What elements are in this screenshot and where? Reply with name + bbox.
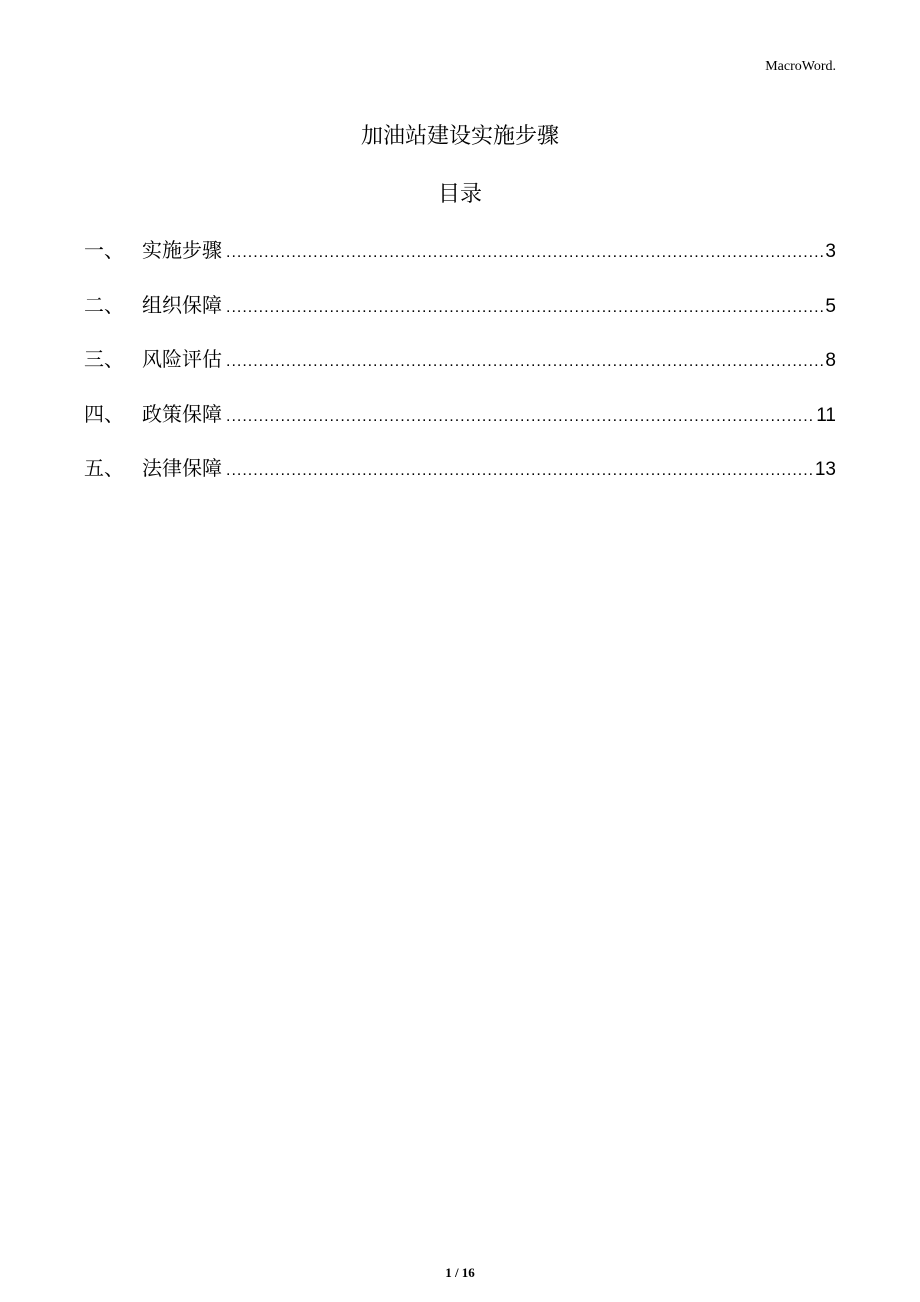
toc-heading: 目录 — [437, 182, 482, 207]
toc-entry-page: 3 — [825, 241, 836, 262]
table-of-contents — [84, 234, 836, 507]
toc-entry-number: 二、 — [84, 292, 124, 317]
toc-entry-policy-support[interactable] — [84, 398, 836, 453]
page-indicator: 1 / 16 — [445, 1265, 475, 1280]
toc-entry-number: 四、 — [84, 401, 124, 426]
toc-entry-page: 5 — [825, 295, 836, 317]
toc-entry-page: 8 — [825, 350, 836, 371]
toc-entry-page: 13 — [814, 459, 836, 480]
toc-dot-leader — [226, 455, 813, 487]
toc-entry-risk-assessment[interactable] — [84, 343, 836, 398]
toc-entry-label: 实施步骤 — [142, 238, 222, 262]
toc-entry-organizational-support[interactable] — [84, 289, 836, 344]
toc-entry-legal-support[interactable] — [84, 452, 836, 507]
toc-entry-label: 风险评估 — [142, 347, 222, 371]
toc-entry-page: 11 — [816, 404, 836, 426]
toc-entry-label: 组织保障 — [142, 292, 222, 317]
document-title: 加油站建设实施步骤 — [360, 124, 559, 149]
toc-entry-number: 一、 — [84, 238, 124, 262]
toc-entry-number: 三、 — [84, 347, 124, 371]
toc-entry-implementation-steps[interactable] — [84, 234, 836, 289]
toc-dot-leader — [226, 401, 814, 433]
toc-dot-leader — [226, 292, 823, 324]
toc-dot-leader — [226, 237, 823, 269]
toc-entry-number: 五、 — [84, 456, 124, 480]
toc-entry-label: 政策保障 — [142, 401, 222, 426]
header-brand: MacroWord. — [765, 59, 836, 74]
toc-dot-leader — [226, 346, 823, 378]
toc-entry-label: 法律保障 — [142, 456, 222, 480]
